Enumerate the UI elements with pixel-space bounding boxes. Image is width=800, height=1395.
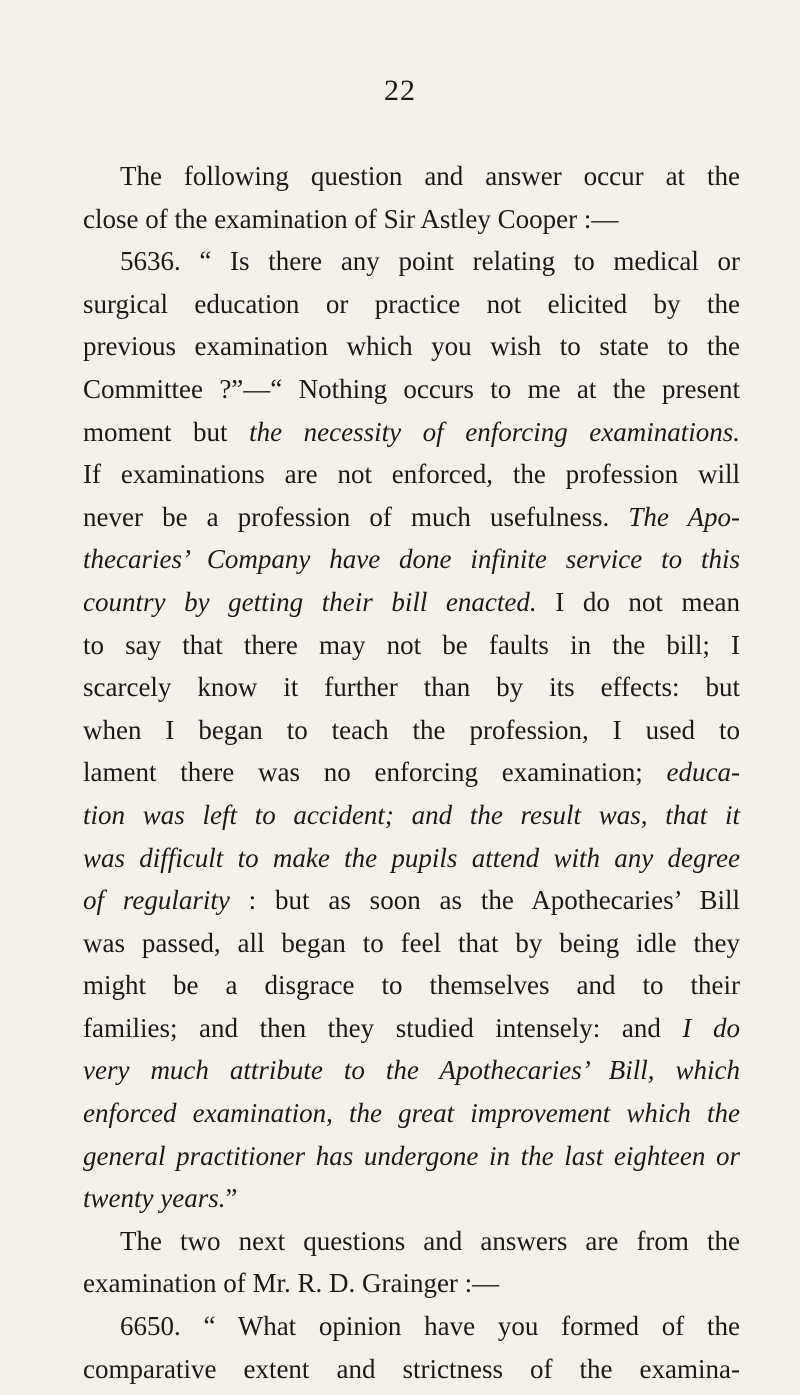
text-run: might be a disgrace to themselves and to their [83, 970, 740, 1001]
text-line [83, 1007, 740, 1050]
italic-text-run: The Apo- [628, 501, 740, 532]
page-number: 22 [384, 74, 416, 107]
text-line [83, 283, 740, 326]
text-run: The following question and answer occur at the [120, 161, 740, 191]
text-line [83, 624, 740, 667]
text-run: families; and then they studied intensely: and [83, 1012, 683, 1043]
text-line [83, 155, 740, 198]
italic-text-run: enforced examination, the great improvement which the [83, 1098, 740, 1129]
text-line [83, 1049, 740, 1092]
text-line [83, 240, 740, 283]
text-line [83, 1348, 740, 1391]
text-run: surgical education or practice not elicited by the [83, 288, 740, 319]
text-line [83, 1220, 740, 1263]
text-run: previous examination which you wish to state to the [83, 331, 740, 362]
italic-text-run: the necessity of enforcing examinations. [249, 416, 740, 447]
text-line [83, 964, 740, 1007]
text-line [83, 1177, 740, 1220]
text-run: 5636. “ Is there any point relating to medical or [120, 246, 740, 277]
text-line [83, 496, 740, 539]
text-run: close of the examination of Sir Astley Cooper :— [83, 203, 619, 234]
text-run: when I began to teach the profession, I used to [83, 714, 740, 745]
text-line [83, 666, 740, 709]
text-line [83, 1305, 740, 1348]
italic-text-run: I do [682, 1012, 740, 1043]
text-run: was passed, all began to feel that by being idle they [83, 927, 740, 958]
text-line [83, 581, 740, 624]
text-run: I do not mean [536, 586, 740, 617]
text-line [83, 1135, 740, 1178]
text-line [83, 1092, 740, 1135]
text-line [83, 368, 740, 411]
text-line [83, 922, 740, 965]
text-line [83, 453, 740, 496]
text-run: 6650. “ What opinion have you formed of the [120, 1311, 740, 1342]
text-line [83, 325, 740, 368]
text-run: : but as soon as the Apothecaries’ Bill [229, 885, 740, 916]
italic-text-run: educa- [666, 757, 740, 788]
text-run: examination of Mr. R. D. Grainger :— [83, 1268, 500, 1299]
italic-text-run: tion was left to accident; and the result was, that it [83, 799, 740, 830]
text-run: Committee ?”—“ Nothing occurs to me at the present [83, 373, 740, 404]
text-line [83, 794, 740, 837]
italic-text-run: was difficult to make the pupils attend with any degree [83, 842, 740, 873]
text-line [83, 837, 740, 880]
text-line [83, 709, 740, 752]
text-run: lament there was no enforcing examination; [83, 757, 667, 788]
text-run: moment but [83, 416, 250, 447]
italic-text-run: very much attribute to the Apothecaries’ Bill, which [83, 1055, 740, 1086]
text-run: to say that there may not be faults in the bill; I [83, 629, 740, 660]
text-line [83, 1262, 740, 1305]
body-text [83, 155, 740, 1390]
text-run: If examinations are not enforced, the profession will [83, 459, 740, 490]
text-line [83, 751, 740, 794]
italic-text-run: general practitioner has undergone in the last eighteen or [83, 1140, 740, 1171]
italic-text-run: of regularity [83, 885, 230, 916]
text-line [83, 879, 740, 922]
italic-text-run: thecaries’ Company have done infinite service to this [83, 544, 740, 575]
text-run: The two next questions and answers are from the [120, 1225, 740, 1256]
text-line [83, 411, 740, 454]
text-run: comparative extent and strictness of the examina- [83, 1353, 740, 1384]
italic-text-run: twenty years. [83, 1183, 226, 1214]
text-run: scarcely know it further than by its effects: but [83, 672, 740, 703]
text-run: ” [225, 1183, 238, 1214]
italic-text-run: country by getting their bill enacted. [83, 586, 537, 617]
text-line [83, 538, 740, 581]
text-run: never be a profession of much usefulness. [83, 501, 629, 532]
text-line [83, 198, 740, 241]
